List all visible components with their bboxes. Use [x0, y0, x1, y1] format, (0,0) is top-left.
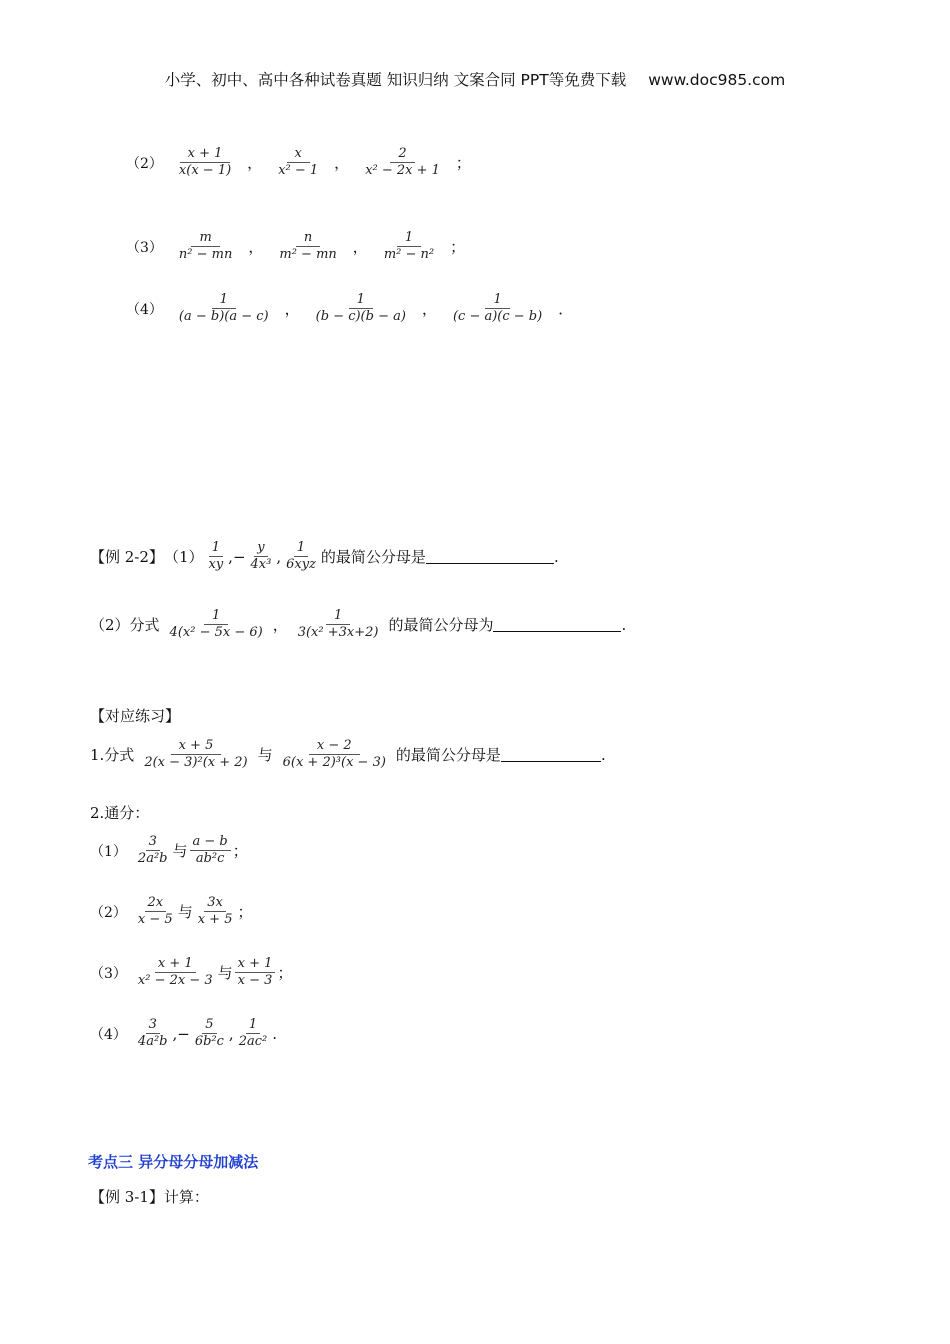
fraction: $\frac{y}{\text{4x³}}$ — [250, 540, 272, 572]
fraction: $\frac{n}{\text{m² − mn}}$ — [279, 230, 337, 262]
fraction: $\frac{1}{\text{m² − n²}}$ — [383, 230, 435, 262]
practice-sub-4: （4） $\frac{3}{\text{4a²b}}$ ,− $\frac{5}{\text{6b²c}}$ , $\frac{1}{\text{2ac²}}$ . — [90, 1017, 277, 1049]
item-label: （2） — [126, 155, 163, 172]
page-header — [0, 68, 950, 90]
example-3-1: 【例 3-1】计算： — [90, 1188, 209, 1206]
fraction: $\frac{3}{\text{2a²b}}$ — [137, 834, 168, 866]
item-label: （3） — [126, 239, 163, 256]
fraction: $\frac{1}{\text{3(x² +3x+2)}}$ — [297, 608, 379, 640]
fraction: $\frac{1}{\text{2ac²}}$ — [238, 1017, 268, 1049]
practice-q1: 1.分式 $\frac{x + 5}{\text{2(x − 3)²(x + 2)}}$ 与 $\frac{x - 2}{\text{6(x + 2)³(x − 3)}}$ 的最简公分母是 . — [90, 738, 606, 770]
fraction: $\frac{3x}{x + 5}$ — [197, 895, 233, 927]
practice-q2-title: 2.通分： — [90, 804, 150, 822]
section-3-title: 考点三 异分母分母加减法 — [88, 1153, 259, 1171]
fraction: $\frac{x}{\text{x² − 1}}$ — [278, 146, 319, 178]
fraction: $\frac{m}{\text{n² − mn}}$ — [178, 230, 233, 262]
fraction: $\frac{2x}{x - 5}$ — [137, 895, 173, 927]
answer-blank[interactable] — [493, 617, 621, 632]
example-2-2-q2: （2）分式 $\frac{1}{\text{4(x² − 5x − 6)}}$ ， $\frac{1}{\text{3(x² +3x+2)}}$ 的最简公分母为 . — [90, 608, 627, 640]
fraction: $\frac{1}{xy}$ — [208, 540, 224, 572]
example-label: 【例 2-2】 — [90, 548, 164, 566]
fraction: $\frac{2}{\text{x² − 2x + 1}}$ — [365, 146, 440, 178]
item-4: （4） $\frac{1}{(a - b)(a - c)}$ ， $\frac{1}{(b - c)(b - a)}$ ， $\frac{1}{(c - a)(c - b)}$ ． — [126, 292, 574, 324]
fraction: $\frac{1}{(a - b)(a - c)}$ — [178, 292, 269, 324]
practice-sub-3: （3） $\frac{x + 1}{\text{x² − 2x − 3}}$ 与 $\frac{x + 1}{x - 3}$ ； — [90, 956, 293, 988]
answer-blank[interactable] — [426, 549, 554, 564]
header-site: www.doc985.com — [648, 71, 786, 89]
practice-sub-1: （1） $\frac{3}{\text{2a²b}}$ 与 $\frac{a - b}{\text{ab²c}}$ ； — [90, 834, 248, 866]
fraction: $\frac{x + 1}{\text{x² − 2x − 3}}$ — [137, 956, 213, 988]
fraction: $\frac{a - b}{\text{ab²c}}$ — [190, 834, 231, 867]
example-2-2-q1: 【例 2-2】 （1） $\frac{1}{xy}$ ,− $\frac{y}{\text{4x³}}$ , $\frac{1}{\text{6xyz}}$ 的最简公分母是 . — [90, 540, 559, 572]
fraction: $\frac{1}{\text{4(x² − 5x − 6)}}$ — [169, 608, 263, 640]
fraction: $\frac{1}{(b - c)(b - a)}$ — [315, 292, 406, 324]
fraction: $\frac{x - 2}{\text{6(x + 2)³(x − 3)}}$ — [282, 738, 386, 770]
fraction: $\frac{x + 1}{x(x - 1)}$ — [178, 146, 232, 178]
fraction: $\frac{1}{(c - a)(c - b)}$ — [452, 292, 543, 324]
answer-blank[interactable] — [501, 747, 601, 762]
fraction: $\frac{5}{\text{6b²c}}$ — [194, 1017, 224, 1049]
fraction: $\frac{x + 5}{\text{2(x − 3)²(x + 2)}}$ — [144, 738, 248, 770]
header-title: 小学、初中、高中各种试卷真题 知识归纳 文案合同 PPT等免费下载 — [164, 71, 627, 89]
practice-sub-2: （2） $\frac{2x}{x - 5}$ 与 $\frac{3x}{x + 5}$ ； — [90, 895, 253, 927]
item-2: （2） $\frac{x + 1}{x(x - 1)}$ ， $\frac{x}{\text{x² − 1}}$ ， $\frac{2}{\text{x² − 2x + 1}}$ ； — [126, 146, 471, 178]
fraction: $\frac{x + 1}{x - 3}$ — [235, 956, 276, 989]
practice-title: 【对应练习】 — [90, 707, 181, 725]
fraction: $\frac{1}{\text{6xyz}}$ — [286, 540, 316, 572]
fraction: $\frac{3}{\text{4a²b}}$ — [137, 1017, 168, 1049]
item-label: （4） — [126, 301, 163, 318]
item-3: （3） $\frac{m}{\text{n² − mn}}$ ， $\frac{n}{\text{m² − mn}}$ ， $\frac{1}{\text{m² − n²}}$ ； — [126, 230, 466, 262]
